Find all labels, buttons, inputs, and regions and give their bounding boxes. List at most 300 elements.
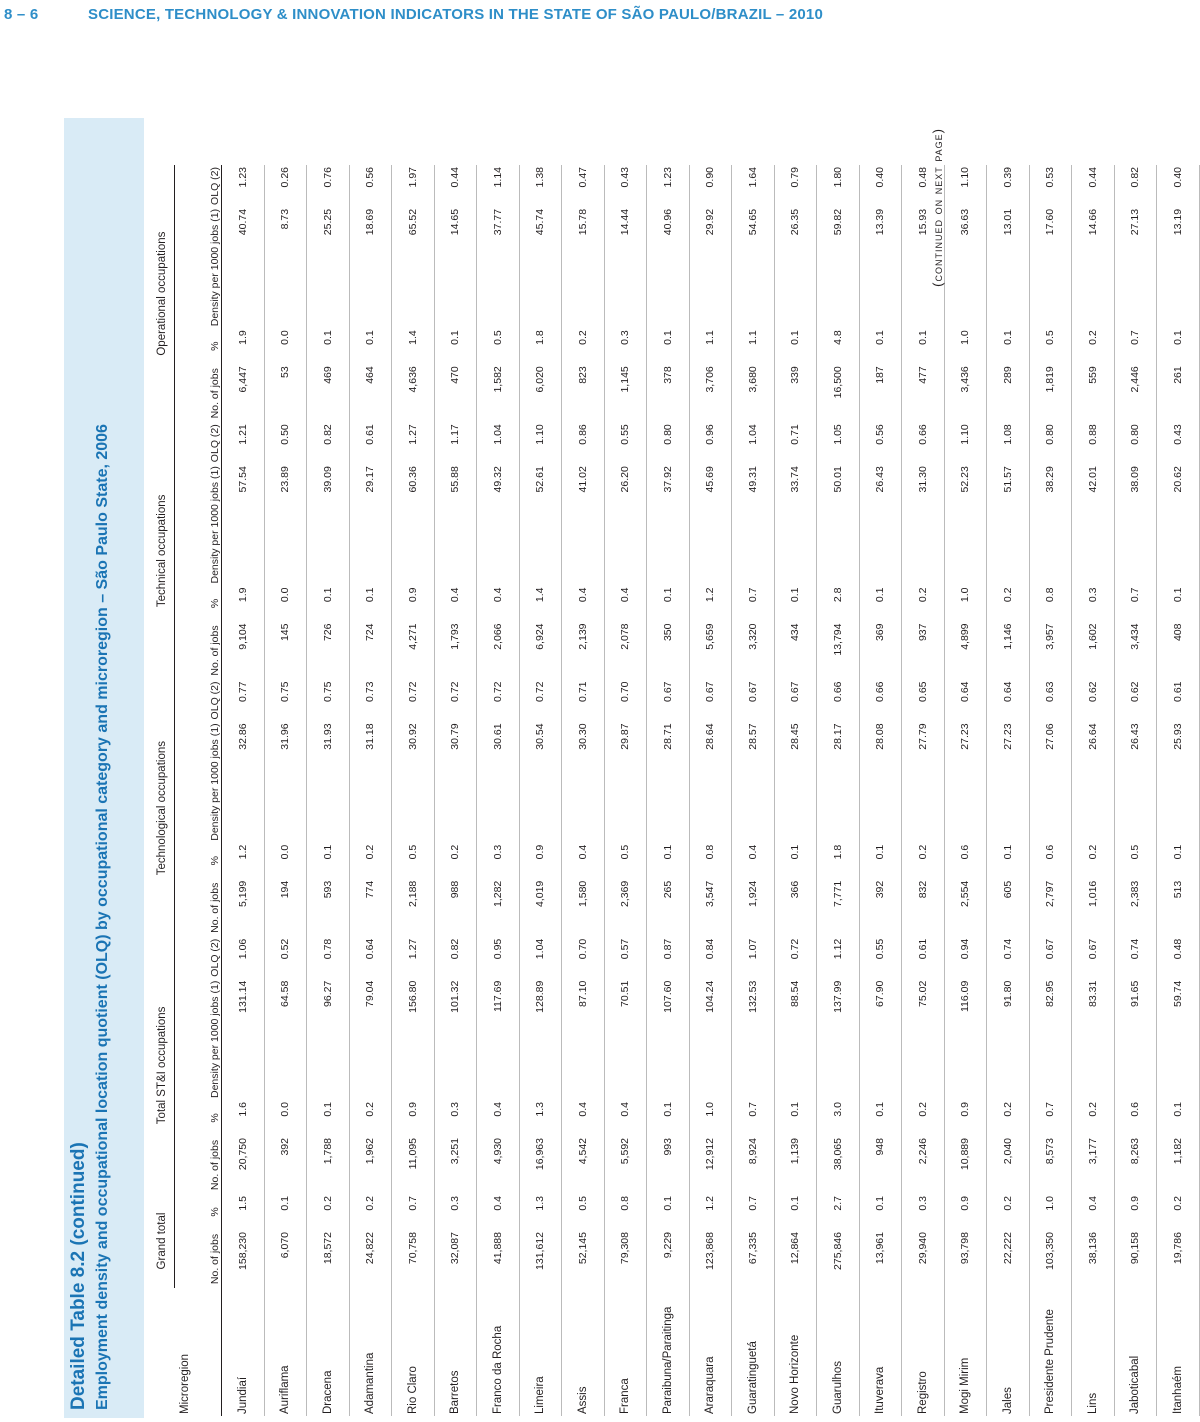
table-cell: 32,087: [449, 1232, 462, 1265]
table-cell: 0.70: [619, 681, 632, 702]
table-row: [1114, 165, 1157, 1416]
table-row: [307, 165, 350, 1416]
table-cell: 2,188: [406, 880, 419, 908]
table-cell: 0.94: [959, 938, 972, 960]
table-row: [689, 165, 732, 1416]
table-row: [222, 165, 265, 1416]
microregion-name: Barretos: [449, 1370, 462, 1414]
table-cell: 0.1: [789, 1102, 802, 1117]
table-cell: 0.71: [789, 424, 802, 445]
table-row: [902, 165, 945, 1416]
column-header: Density per 1000 jobs (1): [209, 466, 221, 584]
table-cell: 53: [279, 366, 292, 378]
table-cell: 26.35: [789, 208, 802, 236]
table-cell: 0.48: [1171, 938, 1184, 960]
table-cell: 6,924: [534, 623, 547, 650]
table-cell: 0.74: [1129, 938, 1142, 960]
microregion-name: Itanhaém: [1171, 1366, 1184, 1414]
table-cell: 20.62: [1171, 466, 1184, 493]
table-cell: 2,078: [619, 623, 632, 650]
group-header-row: [150, 165, 175, 1416]
table-cell: 8,573: [1044, 1138, 1057, 1165]
table-cell: 0.66: [916, 424, 929, 445]
table-cell: 116.09: [959, 980, 972, 1013]
table-cell: 0.6: [959, 844, 972, 860]
table-cell: 0.67: [789, 681, 802, 702]
table-cell: 38.29: [1044, 466, 1057, 493]
table-cell: 0.95: [491, 938, 504, 960]
table-cell: 1.4: [406, 330, 419, 345]
table-cell: 1.17: [449, 424, 462, 445]
table-cell: 88.54: [789, 980, 802, 1007]
table-cell: 24,822: [364, 1232, 377, 1265]
table-cell: 0.44: [449, 167, 462, 188]
table-cell: 0.67: [704, 681, 717, 702]
table-cell: 0.96: [704, 424, 717, 445]
table-cell: 5,199: [236, 880, 249, 908]
table-cell: 103,350: [1044, 1232, 1057, 1270]
table-cell: 15.78: [576, 208, 589, 236]
table-cell: 91.65: [1129, 980, 1142, 1007]
table-cell: 1.8: [831, 844, 844, 860]
table-cell: 0.61: [364, 424, 377, 445]
microregion-name: Lins: [1086, 1392, 1099, 1414]
table-cell: 0.50: [279, 424, 292, 445]
table-cell: 0.78: [321, 938, 334, 960]
table-row: [1029, 165, 1072, 1416]
table-cell: 26.20: [619, 466, 632, 493]
table-cell: 39.09: [321, 466, 334, 493]
table-cell: 0.80: [661, 424, 674, 445]
table-cell: 0.5: [406, 844, 419, 860]
table-cell: 0.1: [364, 587, 377, 603]
table-cell: 30.92: [406, 723, 419, 750]
table-cell: 0.7: [1129, 587, 1142, 603]
table-cell: 4,636: [406, 366, 419, 393]
table-cell: 51.57: [1001, 466, 1014, 493]
table-cell: 1.04: [534, 938, 547, 960]
table-cell: 1.21: [236, 424, 249, 445]
table-cell: 464: [364, 366, 377, 384]
table-row: [1157, 165, 1200, 1416]
table-cell: 408: [1171, 623, 1184, 642]
table-cell: 123,868: [704, 1232, 717, 1270]
group-header: Total ST&I occupations: [150, 937, 175, 1194]
table-cell: 0.1: [1171, 844, 1184, 860]
table-cell: 49.31: [746, 466, 759, 493]
microregion-name: Limeira: [534, 1376, 547, 1414]
table-cell: 0.90: [704, 167, 717, 188]
table-cell: 128.89: [534, 980, 547, 1013]
table-cell: 25.93: [1171, 723, 1184, 750]
table-cell: 724: [364, 623, 377, 642]
table-cell: 91.80: [1001, 980, 1014, 1007]
table-cell: 0.72: [449, 681, 462, 702]
table-cell: 15.93: [916, 208, 929, 236]
table-cell: 1.8: [534, 330, 547, 345]
table-cell: 1,016: [1086, 880, 1099, 908]
table-cell: 0.47: [576, 167, 589, 188]
table-cell: 31.96: [279, 723, 292, 750]
table-cell: 0.2: [916, 1102, 929, 1117]
microregion-name: Jaboticabal: [1129, 1355, 1142, 1414]
microregion-name: Franca: [619, 1378, 632, 1414]
table-cell: 3,957: [1044, 623, 1057, 650]
table-cell: 107.60: [661, 980, 674, 1013]
table-cell: 0.84: [704, 938, 717, 960]
table-cell: 0.1: [874, 844, 887, 860]
table-cell: 0.6: [1129, 1102, 1142, 1117]
table-cell: 378: [661, 366, 674, 384]
table-cell: 60.36: [406, 466, 419, 493]
table-cell: 0.52: [279, 938, 292, 960]
table-cell: 31.93: [321, 723, 334, 750]
table-cell: 0.7: [746, 1196, 759, 1211]
table-cell: 0.1: [789, 587, 802, 603]
table-cell: 1.04: [491, 424, 504, 445]
table-cell: 0.0: [279, 330, 292, 345]
table-cell: 0.2: [1001, 1196, 1014, 1211]
table-cell: 2,139: [576, 623, 589, 650]
table-cell: 82.95: [1044, 980, 1057, 1007]
table-row: [987, 165, 1030, 1416]
table-cell: 0.62: [1086, 681, 1099, 702]
table-cell: 0.48: [916, 167, 929, 188]
table-cell: 2,797: [1044, 880, 1057, 908]
table-cell: 0.1: [874, 587, 887, 603]
table-cell: 0.2: [364, 1102, 377, 1117]
table-cell: 27.23: [1001, 723, 1014, 750]
table-cell: 75.02: [916, 980, 929, 1007]
table-cell: 0.1: [1001, 330, 1014, 345]
group-header: Operational occupations: [150, 165, 175, 422]
table-cell: 50.01: [831, 466, 844, 493]
table-cell: 0.2: [321, 1196, 334, 1211]
table-cell: 45.74: [534, 208, 547, 236]
table-cell: 9,104: [236, 623, 249, 650]
table-cell: 49.32: [491, 466, 504, 493]
table-cell: 90,158: [1129, 1232, 1142, 1265]
group-header: Technological occupations: [150, 680, 175, 937]
table-cell: 2,246: [916, 1138, 929, 1165]
table-cell: 1,924: [746, 880, 759, 908]
table-cell: 28.08: [874, 723, 887, 750]
table-cell: 0.4: [449, 587, 462, 603]
table-cell: 30.79: [449, 723, 462, 750]
table-cell: 17.60: [1044, 208, 1057, 236]
table-cell: 4,019: [534, 880, 547, 908]
table-cell: 1.2: [236, 844, 249, 860]
table-cell: 131,612: [534, 1232, 547, 1270]
table-cell: 0.86: [576, 424, 589, 445]
table-cell: 0.40: [874, 167, 887, 188]
table-cell: 0.1: [789, 844, 802, 860]
table-cell: 1,580: [576, 880, 589, 908]
table-title: Detailed Table 8.2 (continued): [68, 1142, 89, 1410]
column-header: No. of jobs: [209, 1139, 221, 1191]
table-cell: 0.4: [576, 1102, 589, 1117]
table-cell: 132.53: [746, 980, 759, 1013]
table-cell: 28.71: [661, 723, 674, 750]
table-cell: 470: [449, 366, 462, 384]
table-cell: 0.53: [1044, 167, 1057, 188]
table-cell: 2,446: [1129, 366, 1142, 393]
table-cell: 1.07: [746, 938, 759, 960]
column-header: OLQ (2): [209, 424, 221, 463]
column-header: Density per 1000 jobs (1): [209, 208, 221, 327]
table-cell: 67.90: [874, 980, 887, 1007]
column-header: %: [209, 1113, 221, 1123]
table-cell: 2,040: [1001, 1138, 1014, 1165]
table-cell: 187: [874, 366, 887, 384]
table-cell: 0.73: [364, 681, 377, 702]
table-cell: 0.43: [619, 167, 632, 188]
column-header: No. of jobs: [209, 625, 221, 676]
table-cell: 0.1: [661, 844, 674, 860]
table-cell: 1.0: [959, 587, 972, 603]
table-cell: 0.87: [661, 938, 674, 960]
table-cell: 3,251: [449, 1138, 462, 1165]
table-cell: 1.10: [959, 167, 972, 188]
table-cell: 52.61: [534, 466, 547, 493]
table-cell: 0.1: [661, 587, 674, 603]
table-cell: 13.19: [1171, 208, 1184, 236]
table-cell: 0.2: [1001, 587, 1014, 603]
table-cell: 0.1: [1171, 330, 1184, 345]
table-cell: 27.06: [1044, 723, 1057, 750]
table-cell: 8.73: [279, 208, 292, 230]
column-header: Density per 1000 jobs (1): [209, 723, 221, 841]
table-cell: 2,369: [619, 880, 632, 908]
table-cell: 6,020: [534, 366, 547, 393]
table-cell: 0.75: [279, 681, 292, 702]
microregion-name: Ituverava: [874, 1366, 887, 1414]
table-cell: 0.82: [321, 424, 334, 445]
microregion-name: Jundiaí: [236, 1376, 249, 1414]
table-cell: 2,554: [959, 880, 972, 908]
column-header: OLQ (2): [209, 938, 221, 977]
table-cell: 0.2: [449, 844, 462, 860]
table-cell: 18.69: [364, 208, 377, 236]
column-header: %: [209, 341, 221, 351]
table-cell: 59.74: [1171, 980, 1184, 1007]
table-cell: 131.14: [236, 980, 249, 1013]
table-cell: 0.1: [661, 1102, 674, 1117]
table-cell: 0.63: [1044, 681, 1057, 702]
table-cell: 1,139: [789, 1138, 802, 1165]
table-cell: 0.80: [1044, 424, 1057, 445]
table-cell: 0.88: [1086, 424, 1099, 445]
table-cell: 145: [279, 623, 292, 642]
table-cell: 22,222: [1001, 1232, 1014, 1265]
table-cell: 9,229: [661, 1232, 674, 1259]
microregion-name: Auriflama: [279, 1365, 292, 1414]
table-cell: 83.31: [1086, 980, 1099, 1007]
table-cell: 16,500: [831, 366, 844, 399]
table-cell: 6,070: [279, 1232, 292, 1259]
table-cell: 30.54: [534, 723, 547, 750]
table-cell: 0.67: [661, 681, 674, 702]
table-cell: 937: [916, 623, 929, 642]
table-cell: 0.3: [491, 844, 504, 860]
table-cell: 0.64: [1001, 681, 1014, 702]
microregion-name: Mogi Mirim: [959, 1357, 972, 1414]
table-cell: 1.1: [704, 330, 717, 345]
table-cell: 156.80: [406, 980, 419, 1013]
table-cell: 30.61: [491, 723, 504, 750]
table-cell: 0.2: [1171, 1196, 1184, 1211]
table-cell: 0.3: [916, 1196, 929, 1211]
table-cell: 0.3: [1086, 587, 1099, 603]
column-header: OLQ (2): [209, 681, 221, 720]
table-cell: 0.1: [874, 330, 887, 345]
table-cell: 1.0: [959, 330, 972, 345]
table-cell: 1.05: [831, 424, 844, 445]
table-cell: 1.1: [746, 330, 759, 345]
table-cell: 993: [661, 1138, 674, 1156]
table-cell: 477: [916, 366, 929, 384]
table-row: [774, 165, 817, 1416]
table-cell: 0.3: [449, 1196, 462, 1211]
table-cell: 1.14: [491, 167, 504, 188]
table-cell: 0.9: [1129, 1196, 1142, 1211]
table-row: [817, 165, 860, 1416]
table-cell: 1.10: [959, 424, 972, 445]
table-cell: 28.45: [789, 723, 802, 750]
table-cell: 0.75: [321, 681, 334, 702]
table-cell: 0.2: [1086, 1102, 1099, 1117]
table-cell: 4,930: [491, 1138, 504, 1165]
table-cell: 0.64: [364, 938, 377, 960]
table-cell: 0.44: [1086, 167, 1099, 188]
table-cell: 392: [279, 1138, 292, 1156]
table-cell: 0.9: [959, 1102, 972, 1117]
table-cell: 0.1: [364, 330, 377, 345]
table-row: [264, 165, 307, 1416]
table-cell: 0.5: [1044, 330, 1057, 345]
table-cell: 1.10: [534, 424, 547, 445]
table-cell: 1,146: [1001, 623, 1014, 650]
table-cell: 64.58: [279, 980, 292, 1007]
column-header: %: [209, 598, 221, 609]
table-cell: 0.7: [1044, 1102, 1057, 1117]
table-cell: 0.1: [661, 1196, 674, 1211]
table-cell: 31.18: [364, 723, 377, 750]
table-cell: 0.1: [321, 330, 334, 345]
microregion-name: Dracena: [321, 1370, 334, 1414]
microregion-name: Guarulhos: [831, 1360, 844, 1414]
column-header-row: [175, 165, 222, 1416]
table-cell: 559: [1086, 366, 1099, 384]
table-cell: 593: [321, 880, 334, 899]
table-cell: 1.4: [534, 587, 547, 603]
table-cell: 59.82: [831, 208, 844, 236]
table-cell: 0.1: [874, 1102, 887, 1117]
table-cell: 29,940: [916, 1232, 929, 1265]
table-cell: 1,962: [364, 1138, 377, 1165]
table-cell: 38,136: [1086, 1232, 1099, 1265]
table-cell: 41.02: [576, 466, 589, 493]
table-cell: 988: [449, 880, 462, 899]
table-cell: 0.2: [576, 330, 589, 345]
table-cell: 275,846: [831, 1232, 844, 1270]
table-cell: 0.9: [406, 1102, 419, 1117]
continued-note: (continued on next page): [930, 128, 945, 287]
table-cell: 0.76: [321, 167, 334, 188]
table-cell: 117.69: [491, 980, 504, 1013]
table-cell: 0.2: [916, 587, 929, 603]
column-header: No. of jobs: [209, 368, 221, 419]
table-cell: 832: [916, 880, 929, 899]
table-cell: 0.2: [1086, 844, 1099, 860]
table-cell: 1.6: [236, 1102, 249, 1117]
table-cell: 1.08: [1001, 424, 1014, 445]
table-row: [349, 165, 392, 1416]
table-cell: 18,572: [321, 1232, 334, 1265]
table-cell: 54.65: [746, 208, 759, 236]
table-cell: 32.86: [236, 723, 249, 750]
table-cell: 0.8: [704, 844, 717, 860]
table-cell: 158,230: [236, 1232, 249, 1270]
table-cell: 0.77: [236, 681, 249, 702]
table-cell: 67,335: [746, 1232, 759, 1265]
table-cell: 0.61: [1171, 681, 1184, 702]
table-cell: 0.39: [1001, 167, 1014, 188]
table-cell: 4,899: [959, 623, 972, 650]
table-cell: 52,145: [576, 1232, 589, 1265]
table-cell: 0.5: [1129, 844, 1142, 860]
table-cell: 1.2: [704, 587, 717, 603]
table-cell: 1,182: [1171, 1138, 1184, 1165]
table-cell: 23.89: [279, 466, 292, 493]
table-cell: 28.17: [831, 723, 844, 750]
column-header: %: [209, 1207, 221, 1217]
table-cell: 41,888: [491, 1232, 504, 1265]
table-cell: 0.65: [916, 681, 929, 702]
group-header: Grand total: [150, 1194, 175, 1288]
table-cell: 0.1: [661, 330, 674, 345]
table-cell: 4,271: [406, 623, 419, 650]
table-row: [477, 165, 520, 1416]
table-cell: 101.32: [449, 980, 462, 1013]
table-cell: 0.67: [1086, 938, 1099, 960]
table-cell: 5,592: [619, 1138, 632, 1165]
table-body: [222, 165, 1200, 1416]
table-cell: 3,680: [746, 366, 759, 393]
table-cell: 0.2: [1001, 1102, 1014, 1117]
table-cell: 10,889: [959, 1138, 972, 1171]
table-cell: 1.04: [746, 424, 759, 445]
table-cell: 0.1: [279, 1196, 292, 1211]
column-header: No. of jobs: [209, 882, 221, 933]
column-header: %: [209, 856, 221, 866]
table-cell: 369: [874, 623, 887, 642]
table-cell: 27.13: [1129, 208, 1142, 236]
table-cell: 29.92: [704, 208, 717, 236]
table-cell: 28.64: [704, 723, 717, 750]
table-cell: 0.8: [619, 1196, 632, 1211]
table-cell: 1.0: [704, 1102, 717, 1117]
table-cell: 20,750: [236, 1138, 249, 1171]
table-cell: 1.06: [236, 938, 249, 960]
table-cell: 1,602: [1086, 623, 1099, 650]
table-cell: 392: [874, 880, 887, 899]
table-cell: 605: [1001, 880, 1014, 899]
table-cell: 289: [1001, 366, 1014, 384]
table-cell: 0.1: [449, 330, 462, 345]
table-cell: 0.26: [279, 167, 292, 188]
table-cell: 65.52: [406, 208, 419, 236]
